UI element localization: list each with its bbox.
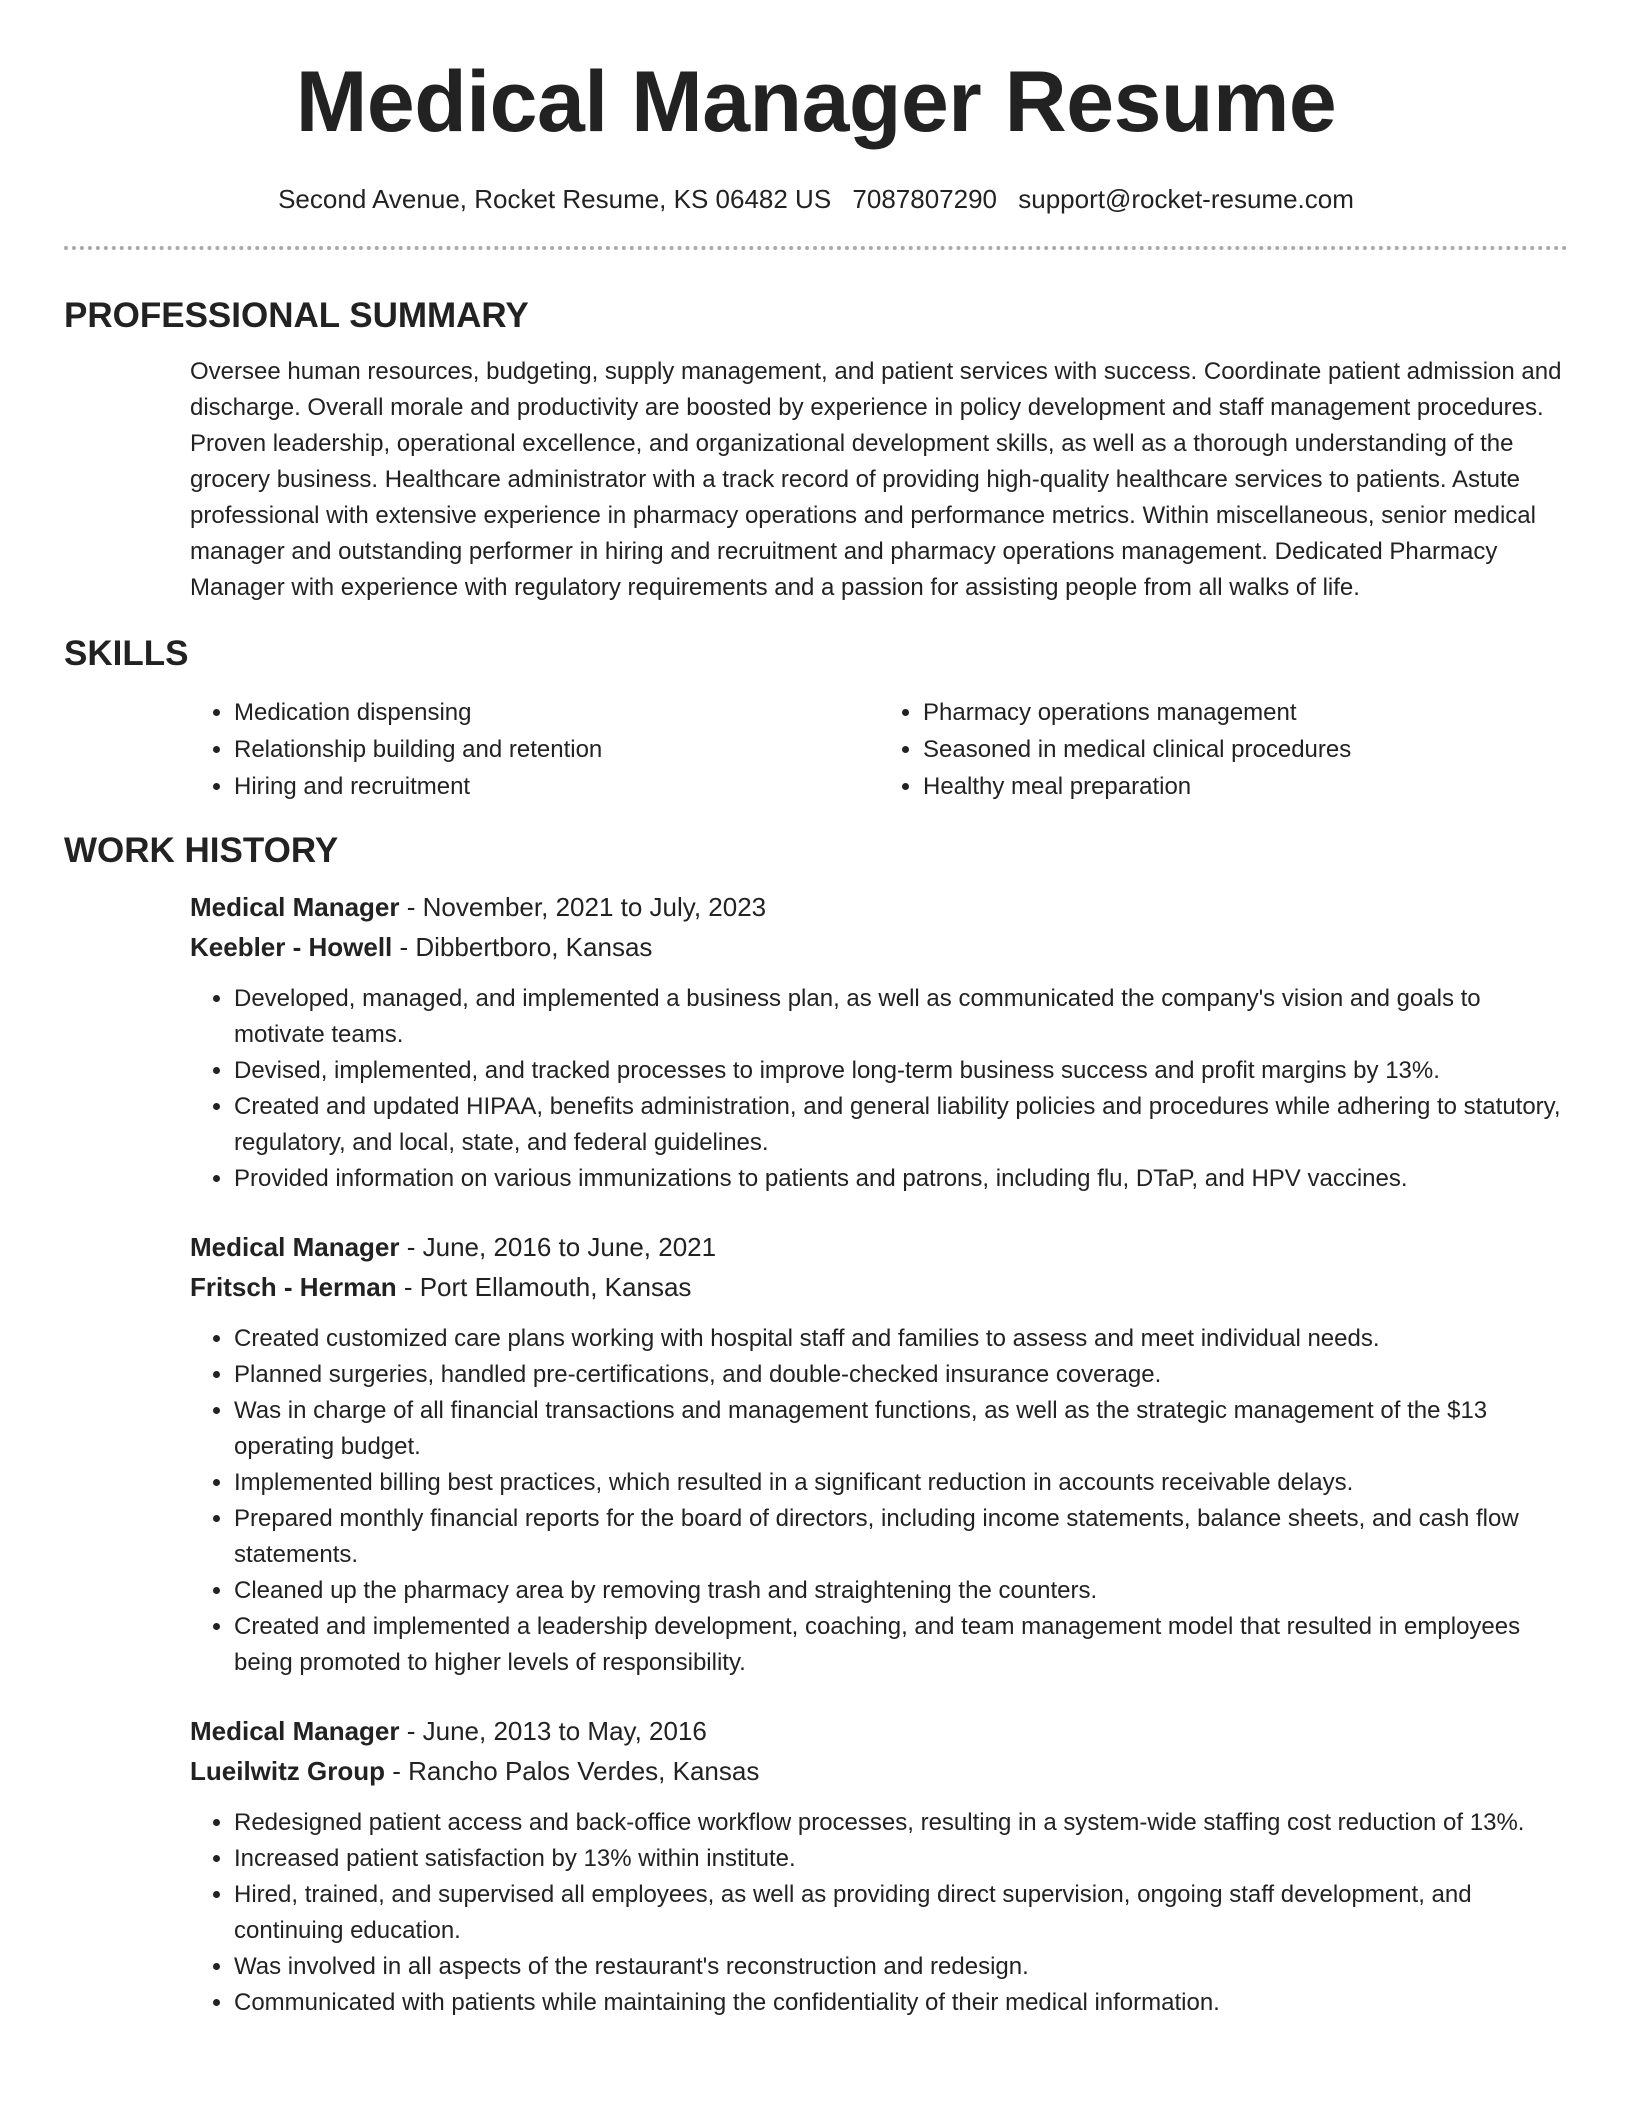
job-dates: - June, 2013 to May, 2016 bbox=[399, 1716, 707, 1746]
job-company-line bbox=[190, 1751, 1568, 1791]
contact-email: support@rocket-resume.com bbox=[1018, 184, 1354, 214]
skills-column-left bbox=[190, 694, 879, 805]
job-bullet: • Cleaned up the pharmacy area by removing trash and straightening the counters. bbox=[234, 1573, 1568, 1609]
skills-heading: SKILLS bbox=[64, 634, 189, 673]
job-bullet-list bbox=[190, 981, 1568, 1197]
job-bullet: • Created customized care plans working with hospital staff and families to assess and meet individual needs. bbox=[234, 1321, 1568, 1357]
job-dates: - November, 2021 to July, 2023 bbox=[399, 892, 767, 922]
job-bullet: • Communicated with patients while maintaining the confidentiality of their medical information. bbox=[234, 1985, 1568, 2021]
work-history-heading: WORK HISTORY bbox=[64, 831, 339, 870]
resume-title: Medical Manager Resume bbox=[295, 54, 1337, 150]
summary-text: Oversee human resources, budgeting, supply management, and patient services with success. Coordinate patient admission and discharge. Overall morale and productivity are boosted by experience in policy development and staff management procedures. Proven leadership, operational excellence, and organizational development skills, as well as a thorough understanding of the grocery business. Healthcare administrator with a track record of providing high-quality healthcare services to patients. Astute professional with extensive experience in pharmacy operations and performance metrics. Within miscellaneous, senior medical manager and outstanding performer in hiring and recruitment and pharmacy operations management. Dedicated Pharmacy Manager with experience with regulatory requirements and a passion for assisting people from all walks of life. bbox=[190, 358, 1562, 601]
job-company: Fritsch - Herman bbox=[190, 1272, 397, 1302]
skill-item: • Pharmacy operations management bbox=[923, 694, 1568, 731]
contact-line bbox=[64, 182, 1568, 216]
job-bullet: • Was in charge of all financial transactions and management functions, as well as the strategic management of the $13 operating budget. bbox=[234, 1393, 1568, 1465]
job-company: Lueilwitz Group bbox=[190, 1756, 385, 1786]
job-company: Keebler - Howell bbox=[190, 932, 393, 962]
header-divider bbox=[64, 246, 1568, 250]
job-title-line bbox=[190, 1227, 1568, 1267]
job-bullet: • Hired, trained, and supervised all employees, as well as providing direct supervision, ongoing staff development, and continuing education. bbox=[234, 1877, 1568, 1949]
job-bullet: • Implemented billing best practices, which resulted in a significant reduction in accounts receivable delays. bbox=[234, 1465, 1568, 1501]
skills-column-right bbox=[879, 694, 1568, 805]
job-bullet: • Increased patient satisfaction by 13% within institute. bbox=[234, 1841, 1568, 1877]
job-title: Medical Manager bbox=[190, 1232, 400, 1262]
job-company-line bbox=[190, 927, 1568, 967]
summary-heading: PROFESSIONAL SUMMARY bbox=[64, 296, 529, 335]
job-bullet: • Devised, implemented, and tracked processes to improve long-term business success and profit margins by 13%. bbox=[234, 1053, 1568, 1089]
skill-item: • Seasoned in medical clinical procedures bbox=[923, 731, 1568, 768]
resume-page bbox=[64, 0, 1568, 2021]
summary-section bbox=[64, 294, 1568, 606]
job-bullet: • Created and updated HIPAA, benefits administration, and general liability policies and procedures while adhering to statutory, regulatory, and local, state, and federal guidelines. bbox=[234, 1089, 1568, 1161]
job-location: - Rancho Palos Verdes, Kansas bbox=[385, 1756, 760, 1786]
skill-item: • Medication dispensing bbox=[234, 694, 879, 731]
job-company-line bbox=[190, 1267, 1568, 1307]
job-entry bbox=[190, 887, 1568, 1197]
skills-list bbox=[190, 694, 1568, 805]
skill-item: • Relationship building and retention bbox=[234, 731, 879, 768]
job-bullet: • Redesigned patient access and back-office workflow processes, resulting in a system-wide staffing cost reduction of 13%. bbox=[234, 1805, 1568, 1841]
job-entry bbox=[190, 1227, 1568, 1681]
skill-item: • Hiring and recruitment bbox=[234, 768, 879, 805]
contact-phone: 7087807290 bbox=[852, 184, 998, 214]
job-location: - Port Ellamouth, Kansas bbox=[396, 1272, 692, 1302]
job-bullet: • Developed, managed, and implemented a business plan, as well as communicated the company's vision and goals to motivate teams. bbox=[234, 981, 1568, 1053]
skill-item: • Healthy meal preparation bbox=[923, 768, 1568, 805]
job-location: - Dibbertboro, Kansas bbox=[392, 932, 653, 962]
job-title: Medical Manager bbox=[190, 1716, 400, 1746]
contact-address: Second Avenue, Rocket Resume, KS 06482 US bbox=[278, 184, 832, 214]
job-bullet: • Created and implemented a leadership development, coaching, and team management model that resulted in employees being promoted to higher levels of responsibility. bbox=[234, 1609, 1568, 1681]
job-entry bbox=[190, 1711, 1568, 2021]
job-title-line bbox=[190, 887, 1568, 927]
job-bullet: • Prepared monthly financial reports for the board of directors, including income statements, balance sheets, and cash flow statements. bbox=[234, 1501, 1568, 1573]
work-history-section bbox=[64, 829, 1568, 2021]
job-bullet: • Provided information on various immunizations to patients and patrons, including flu, DTaP, and HPV vaccines. bbox=[234, 1161, 1568, 1197]
job-bullet: • Was involved in all aspects of the restaurant's reconstruction and redesign. bbox=[234, 1949, 1568, 1985]
job-bullet-list bbox=[190, 1805, 1568, 2021]
job-bullet: • Planned surgeries, handled pre-certifications, and double-checked insurance coverage. bbox=[234, 1357, 1568, 1393]
job-title-line bbox=[190, 1711, 1568, 1751]
job-title: Medical Manager bbox=[190, 892, 400, 922]
job-bullet-list bbox=[190, 1321, 1568, 1681]
job-dates: - June, 2016 to June, 2021 bbox=[399, 1232, 717, 1262]
skills-section bbox=[64, 632, 1568, 805]
